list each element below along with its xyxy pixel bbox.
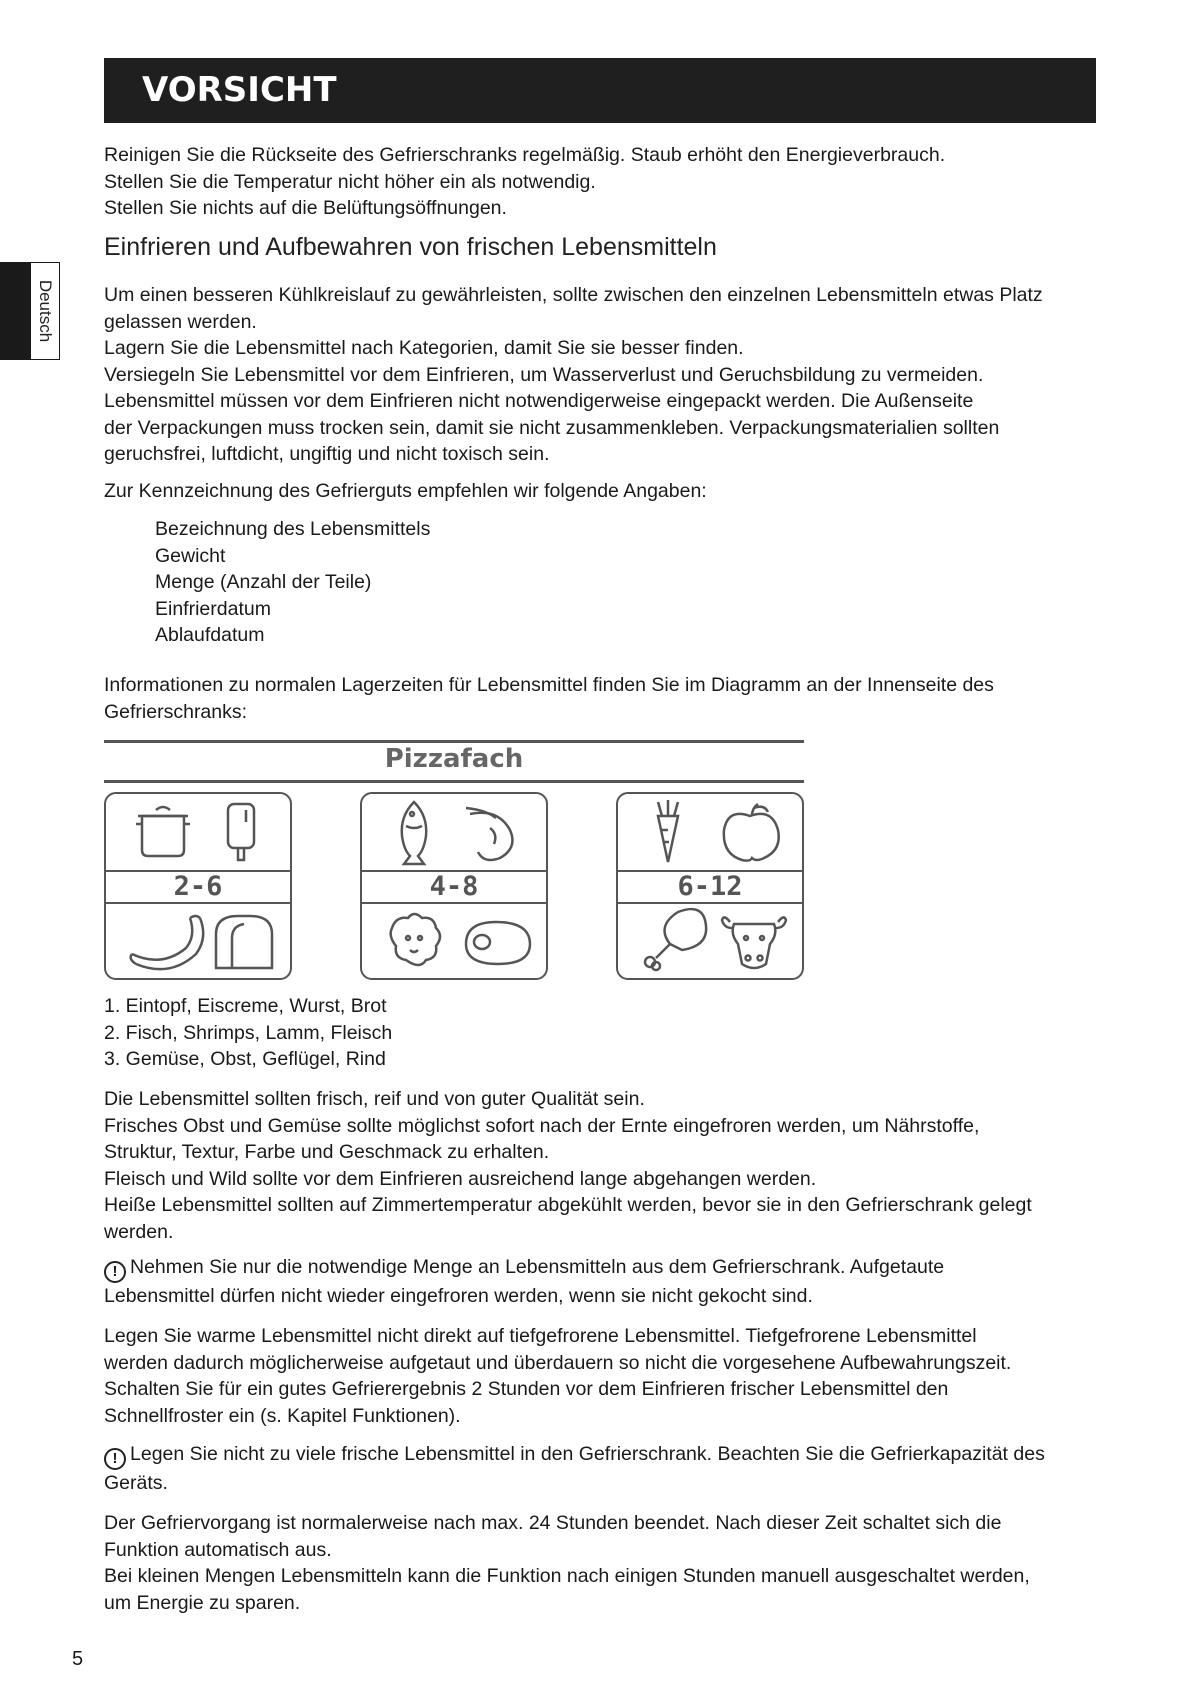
legend-item: 1. Eintopf, Eiscreme, Wurst, Brot xyxy=(104,995,387,1017)
text-line: Legen Sie warme Lebensmittel nicht direkt auf tiefgefrorene Lebensmittel. Tiefgefrorene Lebensmittel xyxy=(104,1325,977,1347)
ice-cream-icon xyxy=(228,804,254,860)
text-line: werden dadurch möglicherweise aufgetaut und überdauern so nicht die vorgesehene Aufbewahrungszeit. xyxy=(104,1351,1012,1374)
figure-title: Pizzafach xyxy=(384,744,524,774)
list-item: Einfrierdatum xyxy=(155,597,271,620)
text-line: Stellen Sie die Temperatur nicht höher ein als notwendig. xyxy=(104,170,596,193)
labeling-list xyxy=(155,516,430,649)
storage-paragraph xyxy=(104,282,1096,468)
text-line: Der Gefriervorgang ist normalerweise nach max. 24 Stunden beendet. Nach dieser Zeit schaltet sich die xyxy=(104,1512,1002,1534)
chicken-leg-icon xyxy=(645,909,706,970)
text-line: Legen Sie nicht zu viele frische Lebensmittel in den Gefrierschrank. Beachten Sie die Gefrierkapazität des xyxy=(130,1443,1045,1465)
text-line: Heiße Lebensmittel sollten auf Zimmertemperatur abgekühlt werden, bevor sie in den Gefrierschrank gelegt xyxy=(104,1194,1032,1216)
pizzafach-header xyxy=(104,740,804,784)
section-heading: Einfrieren und Aufbewahren von frischen Lebensmitteln xyxy=(104,233,717,261)
text-line: Zur Kennzeichnung des Gefrierguts empfehlen wir folgende Angaben: xyxy=(104,480,707,502)
text-line: Lebensmittel müssen vor dem Einfrieren nicht notwendigerweise eingepackt werden. Die Außenseite xyxy=(104,390,974,412)
figure-legend xyxy=(104,993,1096,1073)
text-line: Nehmen Sie nur die notwendige Menge an Lebensmitteln aus dem Gefrierschrank. Aufgetaute xyxy=(130,1256,945,1278)
storage-range-3: 6-12 xyxy=(618,870,802,904)
labeling-intro xyxy=(104,478,1096,505)
list-item: Ablaufdatum xyxy=(155,624,265,646)
warning-1 xyxy=(104,1254,1096,1310)
language-tab xyxy=(0,262,60,360)
pot-icon xyxy=(136,807,190,856)
text-line: gelassen werden. xyxy=(104,310,257,333)
meat-icon xyxy=(466,922,530,964)
text-line: Die Lebensmittel sollten frisch, reif und von guter Qualität sein. xyxy=(104,1088,645,1110)
list-item: Gewicht xyxy=(155,544,226,567)
storage-range-1: 2-6 xyxy=(106,870,290,904)
text-line: Reinigen Sie die Rückseite des Gefrierschranks regelmäßig. Staub erhöht den Energieverbrauch. xyxy=(104,144,946,166)
list-item: Bezeichnung des Lebensmittels xyxy=(155,518,431,540)
warning-icon: ! xyxy=(104,1448,126,1470)
text-line: der Verpackungen muss trocken sein, damit sie nicht zusammenkleben. Verpackungsmaterialien sollten xyxy=(104,416,1000,439)
bread-icon xyxy=(216,916,272,968)
caution-banner xyxy=(104,58,1096,123)
fish-icon xyxy=(402,802,427,864)
warning-2 xyxy=(104,1441,1096,1497)
legend-item: 2. Fisch, Shrimps, Lamm, Fleisch xyxy=(104,1021,393,1044)
legend-item: 3. Gemüse, Obst, Geflügel, Rind xyxy=(104,1048,386,1070)
storage-box-1 xyxy=(104,792,292,980)
apple-icon xyxy=(724,804,779,861)
warning-icon: ! xyxy=(104,1261,126,1283)
text-line: Struktur, Textur, Farbe und Geschmack zu erhalten. xyxy=(104,1141,550,1163)
text-line: Versiegeln Sie Lebensmittel vor dem Einfrieren, um Wasserverlust und Geruchsbildung zu vermeiden. xyxy=(104,363,984,386)
text-line: Schnellfroster ein (s. Kapitel Funktionen). xyxy=(104,1404,461,1427)
storage-box-2 xyxy=(360,792,548,980)
intro-paragraph xyxy=(104,142,1096,222)
text-line: um Energie zu sparen. xyxy=(104,1591,301,1614)
text-line: Gefrierschranks: xyxy=(104,700,248,723)
storage-range-2: 4-8 xyxy=(362,870,546,904)
text-line: Stellen Sie nichts auf die Belüftungsöffnungen. xyxy=(104,197,507,219)
freezing-process-paragraph xyxy=(104,1510,1096,1616)
lamb-icon xyxy=(391,914,440,965)
list-item: Menge (Anzahl der Teile) xyxy=(155,571,372,593)
cow-icon xyxy=(722,917,786,968)
text-line: geruchsfrei, luftdicht, ungiftig und nicht toxisch sein. xyxy=(104,443,550,465)
page-number: 5 xyxy=(72,1648,84,1670)
shrimp-icon xyxy=(466,808,512,860)
storage-info xyxy=(104,672,1096,725)
text-line: Fleisch und Wild sollte vor dem Einfrieren ausreichend lange abgehangen werden. xyxy=(104,1167,817,1190)
text-line: Frisches Obst und Gemüse sollte möglichst sofort nach der Ernte eingefroren werden, um Nährstoffe, xyxy=(104,1114,980,1137)
warm-food-paragraph xyxy=(104,1323,1096,1429)
text-line: Informationen zu normalen Lagerzeiten für Lebensmittel finden Sie im Diagramm an der Innenseite des xyxy=(104,674,994,696)
language-tab-label: Deutsch xyxy=(36,279,55,343)
text-line: Geräts. xyxy=(104,1472,168,1494)
quality-paragraph xyxy=(104,1086,1096,1245)
storage-box-3 xyxy=(616,792,804,980)
banner-title: VORSICHT xyxy=(142,70,337,110)
text-line: Bei kleinen Mengen Lebensmitteln kann die Funktion nach einigen Stunden manuell ausgeschaltet werden, xyxy=(104,1565,1030,1587)
text-line: Um einen besseren Kühlkreislauf zu gewährleisten, sollte zwischen den einzelnen Lebensmitteln etwas Platz xyxy=(104,284,1043,306)
text-line: Lebensmittel dürfen nicht wieder eingefroren werden, wenn sie nicht gekocht sind. xyxy=(104,1285,813,1307)
text-line: Lagern Sie die Lebensmittel nach Kategorien, damit Sie sie besser finden. xyxy=(104,337,744,359)
text-line: werden. xyxy=(104,1220,174,1243)
carrot-icon xyxy=(658,800,678,862)
sausage-icon xyxy=(131,916,204,969)
text-line: Funktion automatisch aus. xyxy=(104,1538,332,1561)
text-line: Schalten Sie für ein gutes Gefrierergebnis 2 Stunden vor dem Einfrieren frischer Lebensmittel den xyxy=(104,1378,949,1400)
